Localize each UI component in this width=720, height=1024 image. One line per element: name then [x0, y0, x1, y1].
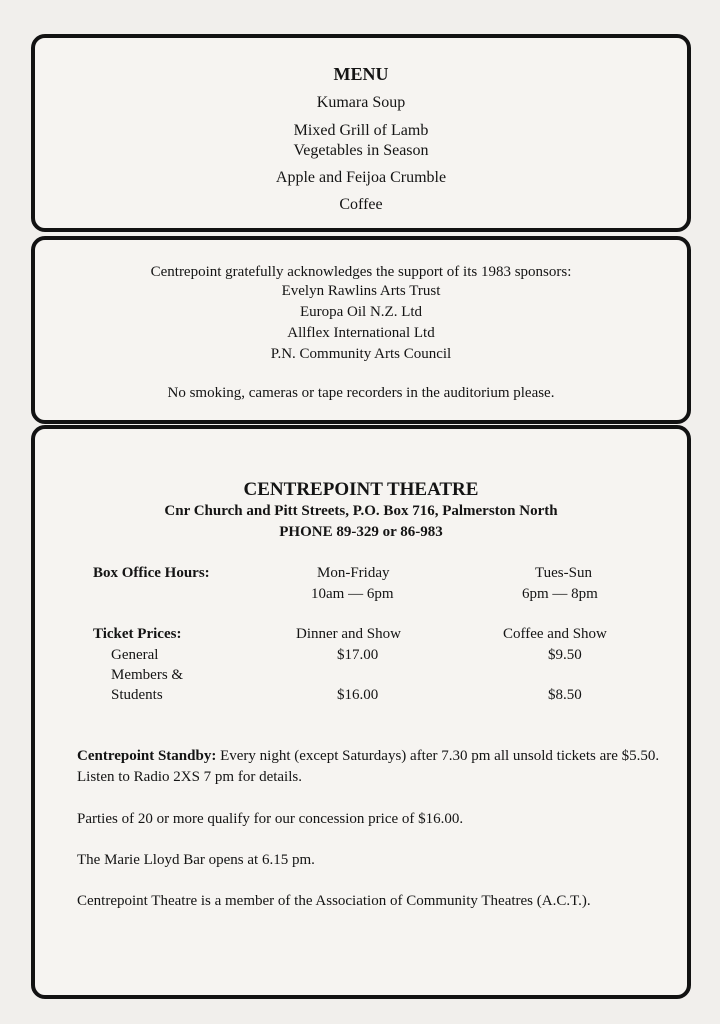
sponsors-panel [31, 236, 691, 424]
theatre-phone: PHONE 89-329 or 86-983 [279, 524, 443, 540]
sponsor-item: Allflex International Ltd [287, 325, 435, 341]
membership-paragraph: Centrepoint Theatre is a member of the Association of Community Theatres (A.C.T.). [77, 893, 591, 909]
dinner-show-header: Dinner and Show [296, 626, 401, 642]
sponsor-item: Evelyn Rawlins Arts Trust [281, 283, 441, 299]
menu-item: Mixed Grill of Lamb [293, 122, 429, 139]
members-coffee-price: $8.50 [548, 687, 582, 703]
theatre-name: CENTREPOINT THEATRE [243, 479, 479, 500]
ticket-prices-label: Ticket Prices: [93, 626, 182, 642]
general-label: General [111, 647, 159, 663]
general-coffee-price: $9.50 [548, 647, 582, 663]
general-dinner-price: $17.00 [337, 647, 379, 663]
members-dinner-price: $16.00 [337, 687, 379, 703]
sponsor-item: P.N. Community Arts Council [270, 346, 452, 362]
weekday-days: Mon-Friday [317, 565, 390, 581]
students-label: Students [111, 687, 163, 703]
sponsors-intro: Centrepoint gratefully acknowledges the support of its 1983 sponsors: [150, 264, 572, 280]
menu-title: MENU [333, 64, 389, 84]
coffee-show-header: Coffee and Show [503, 626, 607, 642]
theatre-address: Cnr Church and Pitt Streets, P.O. Box 716, Palmerston North [164, 503, 558, 519]
standby-label: Centrepoint Standby: [77, 748, 217, 764]
theatre-info-panel [31, 425, 691, 999]
bar-paragraph: The Marie Lloyd Bar opens at 6.15 pm. [77, 852, 315, 868]
sponsor-item: Europa Oil N.Z. Ltd [299, 304, 423, 320]
parties-paragraph: Parties of 20 or more qualify for our concession price of $16.00. [77, 811, 464, 827]
weekend-days: Tues-Sun [535, 565, 592, 581]
standby-paragraph [77, 746, 667, 788]
box-office-label: Box Office Hours: [93, 565, 210, 581]
menu-item: Kumara Soup [316, 94, 406, 111]
standby-text: Every night (except Saturdays) after 7.30 pm all unsold tickets are $5.50. Listen to Radio 2XS 7 pm for details. [77, 748, 660, 785]
menu-item: Coffee [339, 196, 383, 213]
weekend-hours: 6pm — 8pm [522, 586, 598, 602]
members-label: Members & [111, 667, 184, 683]
menu-item: Vegetables in Season [293, 142, 429, 159]
weekday-hours: 10am — 6pm [311, 586, 394, 602]
menu-item: Apple and Feijoa Crumble [275, 169, 447, 186]
menu-panel [31, 34, 691, 232]
no-smoking-notice: No smoking, cameras or tape recorders in the auditorium please. [167, 385, 555, 401]
